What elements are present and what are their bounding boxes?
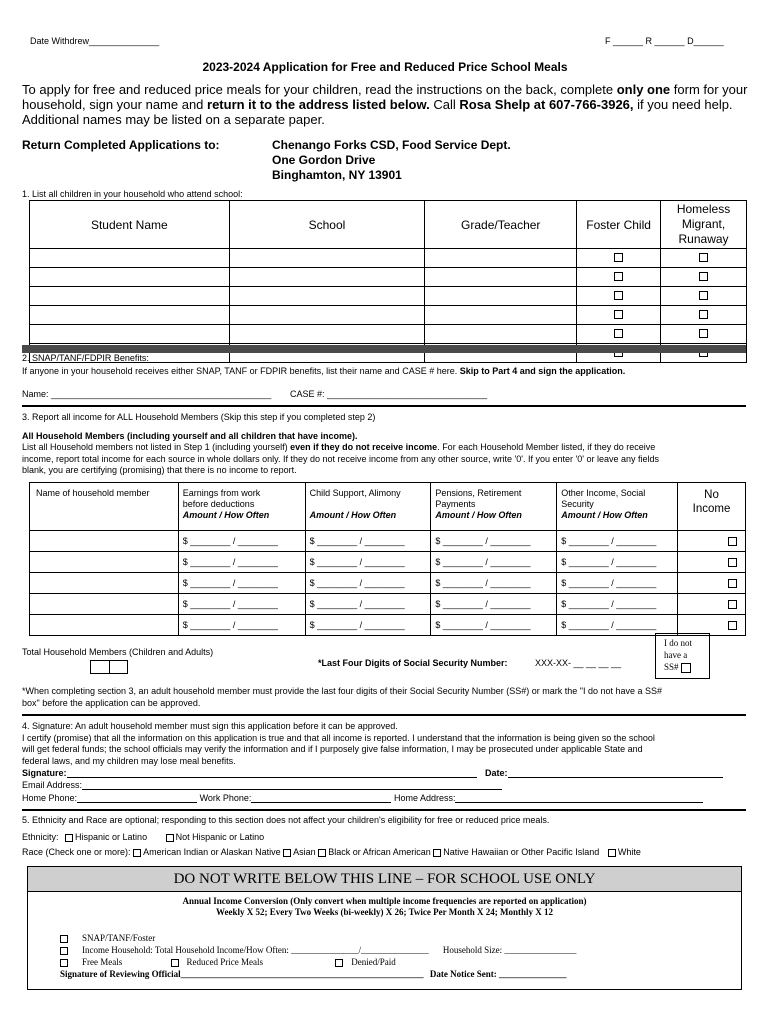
table-row: [30, 325, 747, 344]
child-support-cell[interactable]: $ ________ / ________: [305, 552, 431, 573]
table-row: [30, 573, 746, 594]
step2-label: 2. SNAP/TANF/FDPIR Benefits:: [22, 353, 149, 363]
table-row: [30, 552, 746, 573]
member-name-cell[interactable]: [30, 615, 179, 636]
grade-cell[interactable]: [425, 287, 577, 306]
race-black-checkbox[interactable]: [318, 849, 326, 857]
earnings-cell[interactable]: $ ________ / ________: [178, 531, 305, 552]
school-cell[interactable]: [229, 268, 425, 287]
other-income-cell[interactable]: $ ________ / ________: [557, 531, 678, 552]
school-cell[interactable]: [229, 306, 425, 325]
office-snap-row: SNAP/TANF/Foster: [60, 933, 155, 943]
pensions-cell[interactable]: $ ________ / ________: [431, 531, 557, 552]
table-row: [30, 268, 747, 287]
total-members-label: Total Household Members (Children and Adults): [22, 647, 214, 657]
children-table: [29, 200, 747, 363]
pensions-cell[interactable]: $ ________ / ________: [431, 615, 557, 636]
ssn-note: *When completing section 3, an adult household member must provide the last four digits of their Social Security Number (SS#) or mark the "I do not have a SS# box" before the application can be approved.: [22, 686, 663, 708]
foster-checkbox[interactable]: [614, 272, 623, 281]
member-name-cell[interactable]: [30, 552, 179, 573]
date-withdrew: Date Withdrew______________: [30, 36, 160, 46]
intro-paragraph: To apply for free and reduced price meals for your children, read the instructions on the back, complete only one form for your household, sign your name and return it to the address listed below. Call Rosa Shelp at 607-766-3926, if you need help. Additional names may be listed on a separate paper.: [22, 82, 748, 127]
no-income-checkbox[interactable]: [728, 558, 737, 567]
office-signature-row: Signature of Reviewing Official______________________________________________________ Date Notice Sent: _______________: [60, 969, 567, 979]
col-no-income: No Income: [678, 483, 746, 531]
earnings-cell[interactable]: $ ________ / ________: [178, 552, 305, 573]
grade-cell[interactable]: [425, 306, 577, 325]
pensions-cell[interactable]: $ ________ / ________: [431, 573, 557, 594]
homeless-checkbox[interactable]: [699, 310, 708, 319]
home-address-field[interactable]: [455, 802, 703, 803]
step1-label: 1. List all children in your household who attend school:: [22, 189, 243, 199]
table-row: [30, 594, 746, 615]
signature-row: Signature: Date:: [22, 768, 723, 778]
not-hispanic-checkbox[interactable]: [166, 834, 174, 842]
student-name-cell[interactable]: [30, 268, 230, 287]
col-school: School: [229, 201, 425, 249]
income-conversion: Annual Income Conversion (Only convert when multiple income frequencies are reported on application) Weekly X 52; Every Two Weeks (bi-weekly) X 26; Twice Per Month X 24; Monthly X 12: [182, 896, 587, 917]
col-household-member: Name of household member: [30, 483, 179, 531]
pensions-cell[interactable]: $ ________ / ________: [431, 552, 557, 573]
no-income-checkbox[interactable]: [728, 579, 737, 588]
step4-text: 4. Signature: An adult household member must sign this application before it can be approved. I certify (promise) that all the information on this application is true and that all income is reported. I understand that the information is being given so the school will get federal funds; the school officials may verify the information and if I purposely give false information, I may be prosecuted under applicable State and federal laws, and my children may lose meal benefits.: [22, 721, 655, 766]
reduced-meals-checkbox[interactable]: [171, 959, 179, 967]
homeless-checkbox[interactable]: [699, 253, 708, 262]
race-row: Race (Check one or more): American Indian or Alaskan Native Asian Black or African American Native Hawaiian or Other Pacific Island White: [22, 847, 641, 857]
step5-label: 5. Ethnicity and Race are optional; responding to this section does not affect your children's eligibility for free or reduced price meals.: [22, 815, 550, 825]
member-name-cell[interactable]: [30, 531, 179, 552]
snap-checkbox[interactable]: [60, 935, 68, 943]
col-homeless: Homeless Migrant, Runaway: [661, 201, 747, 249]
student-name-cell[interactable]: [30, 249, 230, 268]
section-divider-bar: [22, 345, 746, 353]
child-support-cell[interactable]: $ ________ / ________: [305, 531, 431, 552]
snap-case-field[interactable]: CASE #: ________________________________: [290, 389, 488, 399]
school-cell[interactable]: [229, 325, 425, 344]
grade-cell[interactable]: [425, 268, 577, 287]
divider: [22, 809, 746, 811]
step2-text: If anyone in your household receives either SNAP, TANF or FDPIR benefits, list their name and CASE # here. Skip to Part 4 and sign the application.: [22, 366, 626, 376]
office-banner: DO NOT WRITE BELOW THIS LINE – FOR SCHOOL USE ONLY: [28, 867, 741, 892]
ethnicity-row: Ethnicity: Hispanic or Latino Not Hispanic or Latino: [22, 832, 265, 842]
free-meals-checkbox[interactable]: [60, 959, 68, 967]
earnings-cell[interactable]: $ ________ / ________: [178, 573, 305, 594]
total-members-field[interactable]: [90, 660, 128, 674]
income-household-checkbox[interactable]: [60, 947, 68, 955]
col-grade-teacher: Grade/Teacher: [425, 201, 577, 249]
income-table: [29, 482, 746, 636]
table-row: [30, 287, 747, 306]
foster-checkbox[interactable]: [614, 310, 623, 319]
home-phone-field[interactable]: [77, 802, 197, 803]
race-asian-checkbox[interactable]: [283, 849, 291, 857]
student-name-cell[interactable]: [30, 306, 230, 325]
step3-label: 3. Report all income for ALL Household Members (Skip this step if you completed step 2): [22, 412, 376, 422]
divider: [22, 714, 746, 716]
other-income-cell[interactable]: $ ________ / ________: [557, 615, 678, 636]
signature-field[interactable]: [67, 777, 477, 778]
homeless-checkbox[interactable]: [699, 272, 708, 281]
col-foster-child: Foster Child: [577, 201, 661, 249]
office-status-row: Free Meals Reduced Price Meals Denied/Paid: [60, 957, 396, 967]
homeless-checkbox[interactable]: [699, 329, 708, 338]
earnings-cell[interactable]: $ ________ / ________: [178, 594, 305, 615]
pensions-cell[interactable]: $ ________ / ________: [431, 594, 557, 615]
school-cell[interactable]: [229, 249, 425, 268]
frd-field: F ______ R ______ D______: [605, 36, 724, 46]
office-income-row: Income Household: Total Household Income/How Often: _______________/_______________ Household Size: ________________: [60, 945, 576, 955]
member-name-cell[interactable]: [30, 573, 179, 594]
return-address: Chenango Forks CSD, Food Service Dept. One Gordon Drive Binghamton, NY 13901: [272, 138, 511, 182]
step3-bold: All Household Members (including yourself and all children that have income).: [22, 431, 358, 441]
school-cell[interactable]: [229, 287, 425, 306]
table-row: [30, 531, 746, 552]
col-pensions: Pensions, Retirement Payments Amount / How Often: [431, 483, 557, 531]
hispanic-checkbox[interactable]: [65, 834, 73, 842]
phone-row: Home Phone: Work Phone: Home Address:: [22, 793, 703, 803]
ssn-label: *Last Four Digits of Social Security Number:: [318, 658, 508, 668]
no-income-checkbox[interactable]: [728, 537, 737, 546]
grade-cell[interactable]: [425, 249, 577, 268]
student-name-cell[interactable]: [30, 325, 230, 344]
foster-checkbox[interactable]: [614, 291, 623, 300]
race-white-checkbox[interactable]: [608, 849, 616, 857]
work-phone-field[interactable]: [251, 802, 391, 803]
child-support-cell[interactable]: $ ________ / ________: [305, 573, 431, 594]
homeless-checkbox[interactable]: [699, 291, 708, 300]
date-field[interactable]: [508, 777, 723, 778]
other-income-cell[interactable]: $ ________ / ________: [557, 552, 678, 573]
col-other-income: Other Income, Social Security Amount / How Often: [557, 483, 678, 531]
step3-instructions: List all Household members not listed in Step 1 (including yourself) even if they do not receive income. For each Household Member listed, if they do receive income, report total income for each source in whole dollars only. If they do not receive income from any other source, write '0'. If you enter '0' or leave any fields blank, you are certifying (promising) that there is no income to report.: [22, 442, 660, 475]
denied-paid-checkbox[interactable]: [335, 959, 343, 967]
col-child-support: Child Support, Alimony Amount / How Often: [305, 483, 431, 531]
divider: [22, 405, 746, 407]
email-row: Email Address:: [22, 780, 502, 790]
col-earnings: Earnings from work before deductions Amount / How Often: [178, 483, 305, 531]
col-student-name: Student Name: [30, 201, 230, 249]
member-name-cell[interactable]: [30, 594, 179, 615]
earnings-cell[interactable]: $ ________ / ________: [178, 615, 305, 636]
no-ssn-box: I do not have a SS#: [655, 633, 710, 679]
table-row: [30, 249, 747, 268]
child-support-cell[interactable]: $ ________ / ________: [305, 615, 431, 636]
grade-cell[interactable]: [425, 325, 577, 344]
email-field[interactable]: [82, 789, 502, 790]
student-name-cell[interactable]: [30, 287, 230, 306]
child-support-cell[interactable]: $ ________ / ________: [305, 594, 431, 615]
other-income-cell[interactable]: $ ________ / ________: [557, 594, 678, 615]
no-income-checkbox[interactable]: [728, 600, 737, 609]
return-label: Return Completed Applications to:: [22, 138, 220, 152]
other-income-cell[interactable]: $ ________ / ________: [557, 573, 678, 594]
no-ssn-checkbox[interactable]: [681, 663, 691, 673]
race-hawaiian-checkbox[interactable]: [433, 849, 441, 857]
table-row: [30, 306, 747, 325]
race-native-american-checkbox[interactable]: [133, 849, 141, 857]
page-title: 2023-2024 Application for Free and Reduced Price School Meals: [202, 60, 568, 74]
foster-checkbox[interactable]: [614, 329, 623, 338]
table-row: [30, 615, 746, 636]
ssn-field[interactable]: XXX-XX- __ __ __ __: [535, 658, 622, 668]
foster-checkbox[interactable]: [614, 253, 623, 262]
no-income-checkbox[interactable]: [728, 621, 737, 630]
snap-name-field[interactable]: Name: ____________________________________________: [22, 389, 272, 399]
